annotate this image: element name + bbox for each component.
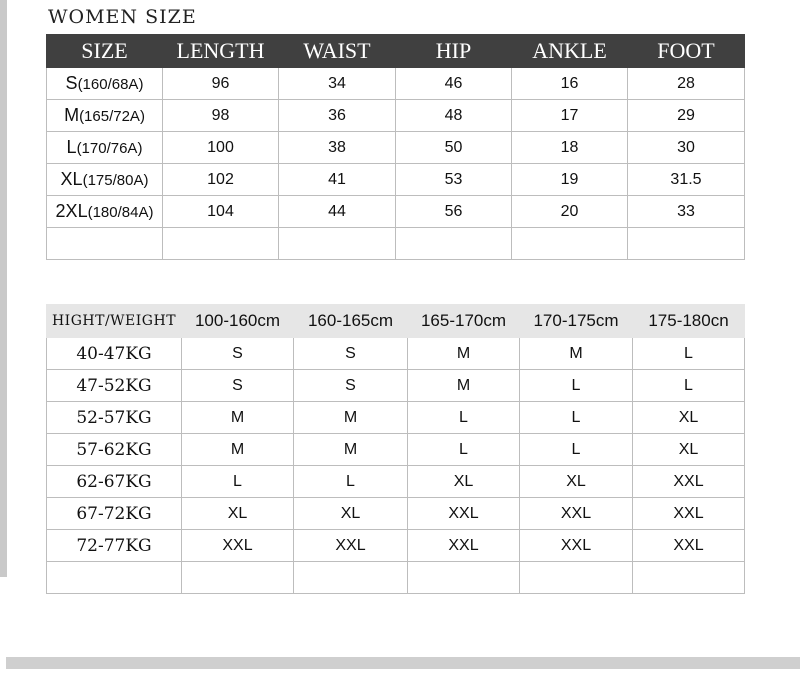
size-cell: XXL xyxy=(633,498,745,530)
size-cell: XXL xyxy=(294,530,408,562)
foot-cell: 31.5 xyxy=(628,164,745,196)
header-size: SIZE xyxy=(47,35,163,68)
empty-cell xyxy=(633,562,745,594)
table-row xyxy=(47,196,745,228)
ankle-cell: 16 xyxy=(512,68,628,100)
size-cell: L xyxy=(182,466,294,498)
size-cell: XXL xyxy=(408,498,520,530)
empty-cell xyxy=(408,562,520,594)
header-height-range: 165-170cm xyxy=(408,305,520,338)
hip-cell: 53 xyxy=(396,164,512,196)
size-label xyxy=(47,100,163,132)
size-measure: (170/76A) xyxy=(76,140,143,157)
foot-cell: 28 xyxy=(628,68,745,100)
weight-range: 47-52KG xyxy=(47,370,182,402)
header-height-range: 100-160cm xyxy=(182,305,294,338)
size-cell: M xyxy=(408,338,520,370)
size-cell: XXL xyxy=(520,498,633,530)
size-cell: L xyxy=(408,402,520,434)
weight-range: 67-72KG xyxy=(47,498,182,530)
size-label xyxy=(47,164,163,196)
empty-cell xyxy=(520,562,633,594)
header-height-range: 170-175cm xyxy=(520,305,633,338)
header-height-range: 160-165cm xyxy=(294,305,408,338)
foot-cell: 30 xyxy=(628,132,745,164)
size-label xyxy=(47,132,163,164)
weight-range: 57-62KG xyxy=(47,434,182,466)
header-waist: WAIST xyxy=(279,35,396,68)
table-row xyxy=(47,402,745,434)
table-row xyxy=(47,68,745,100)
waist-cell: 34 xyxy=(279,68,396,100)
size-cell: S xyxy=(294,370,408,402)
weight-range: 40-47KG xyxy=(47,338,182,370)
fit-table-header-row xyxy=(47,305,745,338)
size-cell: L xyxy=(520,434,633,466)
empty-cell xyxy=(512,228,628,260)
ankle-cell: 19 xyxy=(512,164,628,196)
header-length: LENGTH xyxy=(163,35,279,68)
size-table xyxy=(46,34,745,260)
size-cell: M xyxy=(294,402,408,434)
empty-cell xyxy=(182,562,294,594)
hip-cell: 50 xyxy=(396,132,512,164)
size-cell: XXL xyxy=(633,466,745,498)
page-title: WOMEN SIZE xyxy=(48,6,197,28)
ankle-cell: 20 xyxy=(512,196,628,228)
size-cell: M xyxy=(520,338,633,370)
empty-row xyxy=(47,228,745,260)
empty-cell xyxy=(47,228,163,260)
size-table-header-row xyxy=(47,35,745,68)
hip-cell: 56 xyxy=(396,196,512,228)
table-row xyxy=(47,100,745,132)
foot-cell: 29 xyxy=(628,100,745,132)
length-cell: 102 xyxy=(163,164,279,196)
size-measure: (160/68A) xyxy=(77,76,144,93)
header-height-range: 175-180cn xyxy=(633,305,745,338)
weight-range: 52-57KG xyxy=(47,402,182,434)
empty-cell xyxy=(294,562,408,594)
size-code: L xyxy=(66,137,77,157)
size-cell: L xyxy=(408,434,520,466)
empty-cell xyxy=(628,228,745,260)
frame-left-shadow xyxy=(0,0,7,577)
size-cell: XL xyxy=(633,434,745,466)
empty-cell xyxy=(163,228,279,260)
size-cell: M xyxy=(408,370,520,402)
size-cell: XL xyxy=(408,466,520,498)
length-cell: 104 xyxy=(163,196,279,228)
table-row xyxy=(47,370,745,402)
header-ankle: ANKLE xyxy=(512,35,628,68)
header-foot: FOOT xyxy=(628,35,745,68)
size-cell: XL xyxy=(182,498,294,530)
size-cell: M xyxy=(294,434,408,466)
empty-cell xyxy=(279,228,396,260)
size-cell: XXL xyxy=(633,530,745,562)
hip-cell: 46 xyxy=(396,68,512,100)
waist-cell: 38 xyxy=(279,132,396,164)
size-code: S xyxy=(65,73,78,93)
size-code: M xyxy=(64,105,80,125)
size-cell: XXL xyxy=(408,530,520,562)
size-cell: XXL xyxy=(520,530,633,562)
header-hip: HIP xyxy=(396,35,512,68)
waist-cell: 36 xyxy=(279,100,396,132)
length-cell: 96 xyxy=(163,68,279,100)
size-cell: L xyxy=(633,338,745,370)
size-cell: XXL xyxy=(182,530,294,562)
foot-cell: 33 xyxy=(628,196,745,228)
table-row xyxy=(47,466,745,498)
weight-range: 62-67KG xyxy=(47,466,182,498)
size-cell: L xyxy=(520,370,633,402)
size-label xyxy=(47,68,163,100)
table-row xyxy=(47,530,745,562)
table-row xyxy=(47,498,745,530)
frame-bottom-shadow xyxy=(6,657,800,669)
size-measure: (175/80A) xyxy=(82,172,149,189)
size-cell: XL xyxy=(520,466,633,498)
size-cell: S xyxy=(182,338,294,370)
table-row xyxy=(47,132,745,164)
hip-cell: 48 xyxy=(396,100,512,132)
empty-cell xyxy=(47,562,182,594)
empty-cell xyxy=(396,228,512,260)
empty-row xyxy=(47,562,745,594)
size-cell: S xyxy=(294,338,408,370)
size-code: 2XL xyxy=(55,201,88,221)
header-height-weight: HIGHT/WEIGHT xyxy=(47,305,182,338)
size-cell: XL xyxy=(633,402,745,434)
size-cell: L xyxy=(520,402,633,434)
ankle-cell: 17 xyxy=(512,100,628,132)
size-cell: L xyxy=(633,370,745,402)
size-measure: (180/84A) xyxy=(87,204,154,221)
size-cell: M xyxy=(182,402,294,434)
weight-range: 72-77KG xyxy=(47,530,182,562)
table-row xyxy=(47,338,745,370)
length-cell: 100 xyxy=(163,132,279,164)
length-cell: 98 xyxy=(163,100,279,132)
size-code: XL xyxy=(60,169,83,189)
waist-cell: 44 xyxy=(279,196,396,228)
waist-cell: 41 xyxy=(279,164,396,196)
size-measure: (165/72A) xyxy=(79,108,145,125)
size-cell: S xyxy=(182,370,294,402)
height-weight-table xyxy=(46,304,745,594)
table-row xyxy=(47,434,745,466)
size-cell: M xyxy=(182,434,294,466)
size-label xyxy=(47,196,163,228)
size-cell: XL xyxy=(294,498,408,530)
ankle-cell: 18 xyxy=(512,132,628,164)
table-row xyxy=(47,164,745,196)
size-cell: L xyxy=(294,466,408,498)
